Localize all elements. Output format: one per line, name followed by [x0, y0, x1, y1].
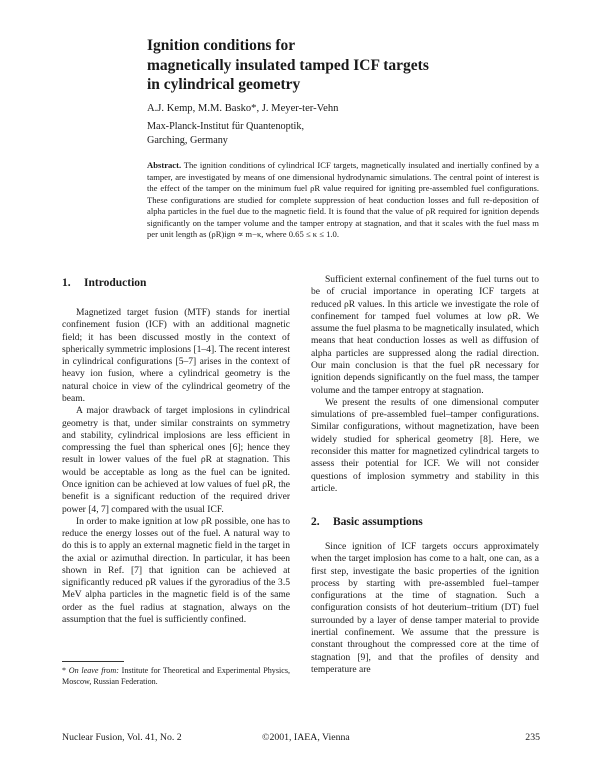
- paragraph: In order to make ignition at low ρR possible, one has to reduce the energy losses out of the fuel. A natural way to do this is to apply an external magnetic field in the target in the axial or azimuthal direction. In particular, it has been shown in Ref. [7] that ignition can be achieved at significantly reduced ρR values if the gyroradius of the 3.5 MeV alpha particles in the magnetic field is of the same order as the fuel radius at stagnation, always on the assumption that the fuel is sufficiently confined.: [62, 515, 290, 626]
- footnote: [62, 666, 290, 687]
- section-heading-basic-assumptions: [311, 515, 539, 529]
- right-column: [311, 274, 539, 676]
- footnote-italic: On leave from:: [68, 666, 119, 675]
- section-heading-introduction: [62, 276, 290, 290]
- footnote-marker: *: [62, 666, 67, 675]
- paragraph: Since ignition of ICF targets occurs approximately when the target implosion has come to a halt, one can, as a first step, investigate the basic properties of the ignition process by starting with pre-assembled fuel–tamper configurations at the time of stagnation. Such a configuration consists of hot deuterium–tritium (DT) fuel surrounded by a layer of dense tamper material to provide inertial confinement. We assume that the pressure is constant throughout the compressed core at the time of stagnation [9], and that the profiles of density and temperature are: [311, 541, 539, 675]
- footer-page-number: 235: [525, 732, 540, 743]
- section-number: 2.: [311, 516, 320, 529]
- paragraph: Sufficient external confinement of the fuel turns out to be of crucial importance in operating ICF targets at reduced ρR values. In this article we investigate the role of confinement for tamped fuel volumes at low ρR. We assume the fuel plasma to be magnetically insulated, which means that heat conduction losses as well as diffusion of alpha particles are suppressed along the radial direction. Our main conclusion is that the fuel ρR necessary for ignition depends significantly on the fuel mass, the tamper volume and the tamper entropy at stagnation.: [311, 274, 539, 396]
- title-line: in cylindrical geometry: [147, 76, 301, 93]
- section-title: Basic assumptions: [333, 516, 423, 529]
- abstract-text: The ignition conditions of cylindrical ICF targets, magnetically insulated and inertially confined by a tamper, are investigated by means of one dimensional hydrodynamic simulations. The central point of interest is the effect of the tamper on the minimum fuel ρR value required for igniting pre-assembled fuel configurations. These configurations are studied for complete suppression of heat conduction losses and full re-deposition of alpha particles in the fuel due to the magnetic field. It is found that the value of ρR required for ignition depends significantly on the tamper volume and the tamper entropy at stagnation, and that it scales with the fuel mass m per unit length as (ρR)ign ∝ m−κ, where 0.65 ≤ κ ≤ 1.0.: [147, 160, 539, 240]
- paragraph: A major drawback of target implosions in cylindrical geometry is that, under similar constraints on symmetry and stability, cylindrical implosions are less efficient in compressing the fuel than spherical ones [6]; hence they result in lower values of the fuel ρR at stagnation. This would be acceptable as long as the fuel can be ignited. Once ignition can be achieved at low values of fuel ρR, the benefit is a significant reduction of the required driver power [4, 7] compared with the usual ICF.: [62, 405, 290, 515]
- footer-copyright: ©2001, IAEA, Vienna: [262, 732, 350, 743]
- paper-title: [147, 36, 547, 95]
- title-line: magnetically insulated tamped ICF targets: [147, 56, 429, 74]
- abstract-label: Abstract.: [147, 160, 182, 170]
- affiliation-line: Max-Planck-Institut für Quantenoptik,: [147, 121, 305, 132]
- footer-journal: Nuclear Fusion, Vol. 41, No. 2: [62, 732, 182, 743]
- footnote-text: Institute for Theoretical and Experimental Physics, Moscow, Russian Federation.: [62, 666, 291, 686]
- affiliation-line: Garching, Germany: [147, 134, 228, 146]
- paragraph: Magnetized target fusion (MTF) stands for inertial confinement fusion (ICF) with an additional magnetic field; it has been discussed mostly in the context of spherically symmetric implosions [1–4]. The recent interest in cylindrical configurations [5–7] arises in the context of heavy ion fusion, where a cylindrical geometry is the natural choice in view of the cylindrical geometry of the beam.: [62, 307, 290, 404]
- title-line: Ignition conditions for: [147, 37, 296, 54]
- affiliation: [147, 120, 304, 147]
- section-title: Introduction: [84, 277, 147, 289]
- paragraph: We present the results of one dimensional computer simulations of pre-assembled fuel–tamper configurations. Similar configurations, without magnetization, have been widely studied for spherical geometry [8]. Here, we reconsider this matter for magnetized cylindrical targets to assess their potential for ICF. We will not consider questions of implosion symmetry and stability in this article.: [311, 396, 539, 494]
- author-list: A.J. Kemp, M.M. Basko*, J. Meyer-ter-Vehn: [147, 103, 339, 114]
- section-number: 1.: [62, 277, 71, 289]
- footnote-rule: [62, 661, 124, 662]
- abstract: [147, 160, 539, 241]
- left-column: [62, 274, 290, 626]
